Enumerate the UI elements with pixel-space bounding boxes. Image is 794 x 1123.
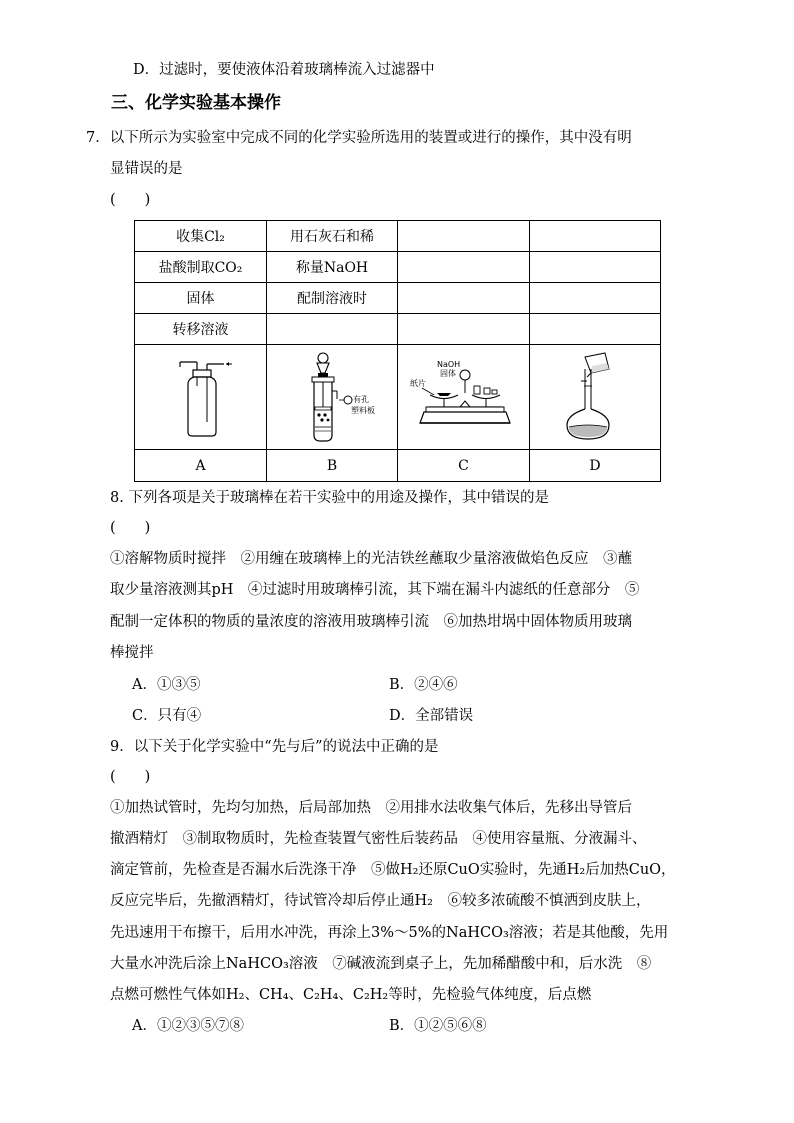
table-cell: 配制溶液时 [267,283,398,314]
volumetric-flask-icon [555,351,635,443]
c-solid-label: 固体 [439,369,456,378]
q7-answer-blank: ( ) [110,192,151,208]
q9-body-line: 撤酒精灯 ③制取物质时，先检查装置气密性后装药品 ④使用容量瓶、分液漏斗、 [110,831,647,847]
q9-body-line: 先迅速用干布擦干，后用水冲洗，再涂上3%～5%的NaHCO₃溶液；若是其他酸，先用 [110,925,669,941]
table-row [135,314,661,345]
q9-body-line: ①加热试管时，先均匀加热，后局部加热 ②用排水法收集气体后，先移出导管后 [110,800,632,816]
q9-stem: 9．以下关于化学实验中“先与后”的说法中正确的是 [110,739,439,755]
table-cell [267,314,398,345]
section-title: 三、化学实验基本操作 [111,93,281,113]
q9-body-line: 反应完毕后，先撤酒精灯，待试管冷却后停止通H₂ ⑥较多浓硫酸不慎洒到皮肤上， [110,893,651,909]
co2-generator-icon [277,349,387,445]
table-cell: 固体 [135,283,267,314]
table-cell: 盐酸制取CO₂ [135,252,267,283]
q8-body-line: 配制一定体积的物质的量浓度的溶液用玻璃棒引流 ⑥加热坩埚中固体物质用玻璃 [110,614,632,630]
q9-answer-blank: ( ) [110,769,151,785]
q8-stem: 8. 下列各项是关于玻璃棒在若干实验中的用途及操作，其中错误的是 [110,490,549,506]
table-row [135,283,661,314]
table-cell: 收集Cl₂ [135,221,267,252]
table-cell [530,314,661,345]
q9-body-line: 大量水冲洗后涂上NaHCO₃溶液 ⑦碱液流到桌子上，先加稀醋酸中和，后水洗 ⑧ [110,956,652,972]
table-cell [398,283,530,314]
table-cell [530,221,661,252]
figure-row [135,345,661,450]
q9-option-b: B．①②⑤⑥⑧ [389,1018,487,1034]
q8-option-c: C．只有④ [132,708,202,724]
c-naoh-label: NaOH [436,360,460,369]
q8-option-d: D．全部错误 [389,708,474,724]
figure-a-gas-bottle [135,345,267,450]
q8-body-line: 取少量溶液测其pH ④过滤时用玻璃棒引流，其下端在漏斗内滤纸的任意部分 ⑤ [110,582,640,598]
q7-options-table [134,220,661,482]
q9-body-line: 点燃可燃性气体如H₂、CH₄、C₂H₄、C₂H₂等时，先检验气体纯度，后点燃 [110,987,592,1003]
figure-d-volumetric-flask [530,345,661,450]
q8-answer-blank: ( ) [110,520,151,536]
table-cell [398,314,530,345]
table-row [135,450,661,482]
q8-body-line: ①溶解物质时搅拌 ②用缠在玻璃棒上的光洁铁丝蘸取少量溶液做焰色反应 ③蘸 [110,551,632,567]
gas-collecting-bottle-icon [166,352,236,442]
b-board-label: 有孔 [353,395,369,404]
q9-option-a: A．①②③⑤⑦⑧ [132,1018,244,1034]
balance-icon [404,357,524,437]
table-cell [530,252,661,283]
q8-option-a: A．①③⑤ [132,677,201,693]
figure-b-co2-apparatus [267,345,398,450]
table-cell: 称量NaOH [267,252,398,283]
option-label-d: D [530,450,661,482]
q7-stem-line1: 7．以下所示为实验室中完成不同的化学实验所选用的装置或进行的操作，其中没有明 [86,130,632,146]
q8-option-b: B．②④⑥ [389,677,458,693]
table-row [135,221,661,252]
q8-body-line: 棒搅拌 [110,645,154,661]
c-paper-label: 纸片 [409,379,426,388]
table-cell: 转移溶液 [135,314,267,345]
option-label-c: C [398,450,530,482]
q9-body-line: 滴定管前，先检查是否漏水后洗涤干净 ⑤做H₂还原CuO实验时，先通H₂后加热CuO， [110,862,676,878]
table-cell: 用石灰石和稀 [267,221,398,252]
b-board-label2: 塑料板 [351,406,375,415]
q7-stem-line2: 显错误的是 [110,161,183,177]
q6-option-d: D．过滤时，要使液体沿着玻璃棒流入过滤器中 [133,62,435,78]
table-cell [398,221,530,252]
figure-c-balance [398,345,530,450]
table-row [135,252,661,283]
table-cell [530,283,661,314]
option-label-b: B [267,450,398,482]
option-label-a: A [135,450,267,482]
table-cell [398,252,530,283]
